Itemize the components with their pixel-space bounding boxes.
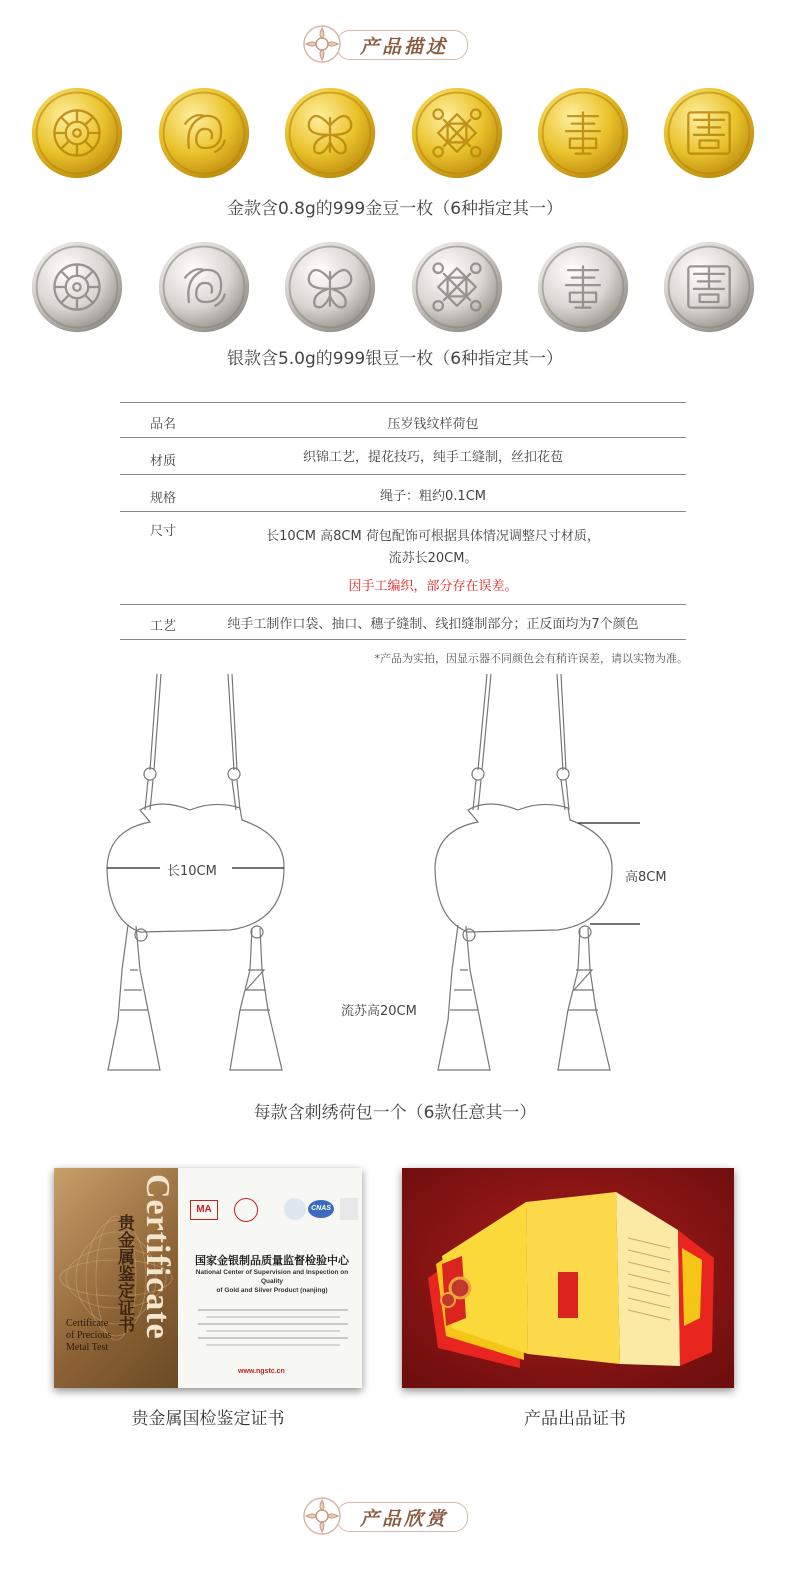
pouch-right-icon bbox=[435, 674, 612, 1070]
gold-coin-xi-double-happiness-icon bbox=[662, 86, 756, 180]
silver-coin-endless-knot-icon bbox=[410, 240, 504, 334]
spec-row-name bbox=[120, 403, 686, 438]
product-certificate-caption: 产品出品证书 bbox=[524, 1409, 626, 1429]
ilac-logo-icon bbox=[284, 1198, 306, 1220]
certificate-website: www.ngstc.cn bbox=[238, 1368, 285, 1375]
disclaimer-note: *产品为实拍，因显示器不同颜色会有稍许误差，请以实物为准。 bbox=[374, 652, 688, 665]
spec-label: 规格 bbox=[150, 491, 177, 506]
section-header-description bbox=[0, 16, 790, 72]
spec-value: 纯手工制作口袋、抽口、穗子缝制、线扣缝制部分；正反面均为7个颜色 bbox=[227, 617, 639, 632]
gold-coin-dharma-wheel-icon bbox=[30, 86, 124, 180]
spec-row-size-rope bbox=[120, 475, 686, 512]
gold-caption: 金款含0.8g的999金豆一枚（6种指定其一） bbox=[226, 199, 564, 219]
pouch-dimension-drawing bbox=[0, 670, 790, 1090]
certificate-cover bbox=[54, 1168, 178, 1388]
certificate-center-en: of Gold and Silver Product (nanjing) bbox=[216, 1287, 328, 1294]
silver-coin-conch-icon bbox=[157, 240, 251, 334]
certificate-vertical-title: Certificate bbox=[139, 1174, 176, 1340]
gold-coin-row bbox=[0, 86, 790, 186]
gold-coin-endless-knot-icon bbox=[410, 86, 504, 180]
certificate-address-lines bbox=[198, 1304, 348, 1351]
spec-label: 工艺 bbox=[150, 619, 177, 634]
pouch-outline-illustration bbox=[0, 670, 790, 1090]
section-title: 产品欣赏 bbox=[360, 1508, 449, 1530]
precious-metal-certificate-image bbox=[54, 1168, 362, 1388]
spec-table bbox=[120, 402, 686, 640]
certificate-en-line: of Precious bbox=[66, 1330, 112, 1341]
certificate-en-line: Certificate bbox=[66, 1318, 109, 1329]
silver-coin-butterfly-icon bbox=[283, 240, 377, 334]
spec-value-2: 流苏长20CM。 bbox=[388, 551, 478, 566]
silver-coin-row bbox=[0, 240, 790, 340]
spec-row-craft bbox=[120, 605, 686, 640]
spec-label: 尺寸 bbox=[150, 524, 177, 539]
spec-warning: 因手工编织，部分存在误差。 bbox=[348, 579, 518, 594]
precious-metal-certificate-caption: 贵金属国检鉴定证书 bbox=[131, 1409, 285, 1429]
spec-label: 材质 bbox=[150, 454, 177, 469]
pouch-caption: 每款含刺绣荷包一个（6款任意其一） bbox=[253, 1103, 537, 1123]
silver-coin-dharma-wheel-icon bbox=[30, 240, 124, 334]
open-certificate-booklet-icon bbox=[402, 1168, 734, 1388]
product-certificate-image bbox=[402, 1168, 734, 1388]
lotus-medallion-icon bbox=[300, 24, 344, 64]
silver-caption: 银款含5.0g的999银豆一枚（6种指定其一） bbox=[226, 349, 564, 369]
silver-coin-shou-longevity-icon bbox=[536, 240, 630, 334]
spec-value: 压岁钱纹样荷包 bbox=[387, 417, 479, 432]
certificate-en-line: Metal Test bbox=[66, 1342, 109, 1353]
silver-coin-xi-double-happiness-icon bbox=[662, 240, 756, 334]
gold-coin-conch-icon bbox=[157, 86, 251, 180]
spec-row-material bbox=[120, 438, 686, 475]
certificate-center-name: 国家金银制品质量监督检验中心 bbox=[195, 1254, 349, 1267]
certificate-page bbox=[178, 1168, 362, 1388]
spec-value: 长10CM 高8CM 荷包配饰可根据具体情况调整尺寸材质， bbox=[266, 529, 600, 544]
certificate-vertical-cn: 贵金属鉴定证书 bbox=[114, 1214, 134, 1333]
lotus-medallion-icon bbox=[300, 1496, 344, 1536]
section-header-appreciation bbox=[0, 1488, 790, 1544]
spec-value: 绳子：粗约0.1CM bbox=[380, 489, 486, 504]
ma-logo-icon: MA bbox=[190, 1200, 218, 1220]
length-label: 长10CM bbox=[164, 860, 220, 879]
spec-label: 品名 bbox=[150, 417, 177, 432]
spec-row-dimensions bbox=[120, 512, 686, 605]
certificate-center-en: National Center of Supervision and Inspection on Quality bbox=[195, 1269, 349, 1285]
spec-value: 织锦工艺，提花技巧，纯手工缝制，丝扣花苞 bbox=[302, 450, 563, 465]
gold-coin-butterfly-icon bbox=[283, 86, 377, 180]
section-title: 产品描述 bbox=[360, 36, 449, 58]
cnas-logo-icon: CNAS bbox=[308, 1200, 334, 1218]
tassel-label: 流苏高20CM bbox=[338, 1000, 420, 1019]
cal-logo-icon bbox=[234, 1198, 258, 1222]
seal-logo-icon bbox=[340, 1198, 358, 1220]
gold-coin-shou-longevity-icon bbox=[536, 86, 630, 180]
height-label: 高8CM bbox=[622, 866, 670, 885]
